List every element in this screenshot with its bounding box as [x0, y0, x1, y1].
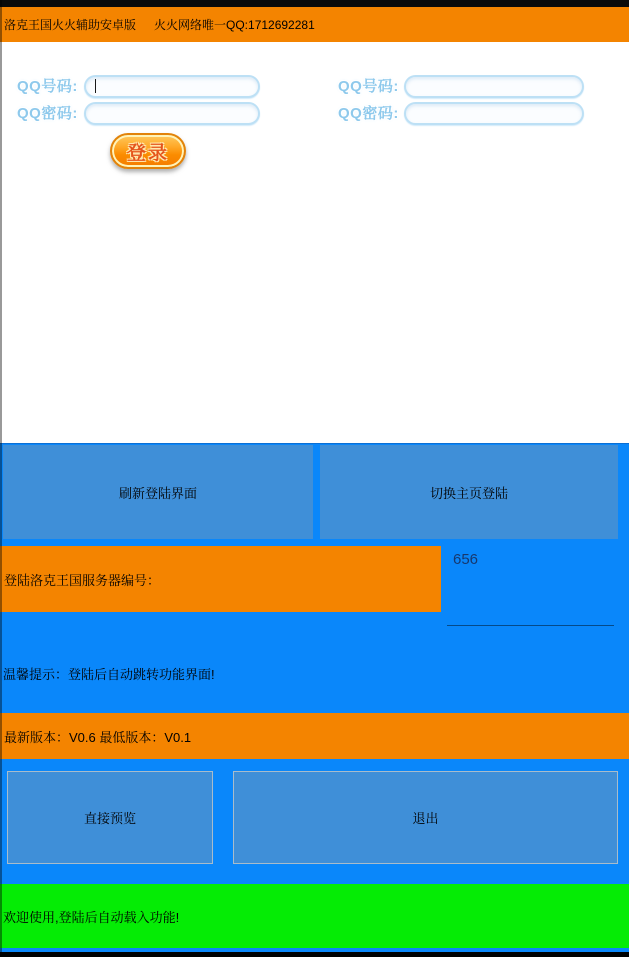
warm-tip-text: 温馨提示：登陆后自动跳转功能界面! [3, 667, 215, 682]
qq-password-label-left: QQ密码: [17, 105, 78, 122]
qq-account-input-right[interactable] [406, 77, 582, 96]
server-number-input[interactable] [447, 548, 614, 570]
qq-account-pill-right [404, 75, 584, 98]
left-frame-line [0, 0, 2, 957]
qq-password-input-left[interactable] [86, 104, 258, 123]
version-bar [0, 713, 629, 759]
qq-password-pill-right [404, 102, 584, 125]
login-button[interactable]: 登录 [110, 133, 186, 169]
qq-account-label-left: QQ号码: [17, 78, 78, 95]
qq-password-label-right: QQ密码: [338, 105, 399, 122]
qq-password-input-right[interactable] [406, 104, 582, 123]
switch-homepage-login-button[interactable]: 切换主页登陆 [320, 445, 618, 539]
refresh-login-button[interactable]: 刷新登陆界面 [3, 445, 313, 539]
qq-password-pill-left [84, 102, 260, 125]
qq-account-input-left[interactable] [86, 77, 258, 96]
server-number-label [0, 546, 441, 612]
server-number-label-text: 登陆洛克王国服务器编号： [4, 572, 161, 588]
qq-account-label-right: QQ号码: [338, 78, 399, 95]
direct-preview-button[interactable]: 直接预览 [7, 771, 213, 864]
control-panel [0, 443, 629, 952]
exit-button[interactable]: 退出 [233, 771, 618, 864]
version-text: 最新版本：V0.6 最低版本：V0.1 [4, 729, 192, 745]
text-cursor [95, 79, 96, 93]
status-bar [0, 0, 629, 7]
welcome-text: 欢迎使用,登陆后自动载入功能! [3, 909, 180, 925]
server-number-field [447, 548, 614, 626]
login-area [0, 42, 629, 443]
qq-account-pill-left [84, 75, 260, 98]
contact-qq: 火火网络唯一QQ:1712692281 [154, 18, 315, 32]
title-bar [0, 7, 629, 42]
app-title: 洛克王国火火辅助安卓版 [4, 18, 137, 32]
welcome-bar [0, 884, 629, 948]
